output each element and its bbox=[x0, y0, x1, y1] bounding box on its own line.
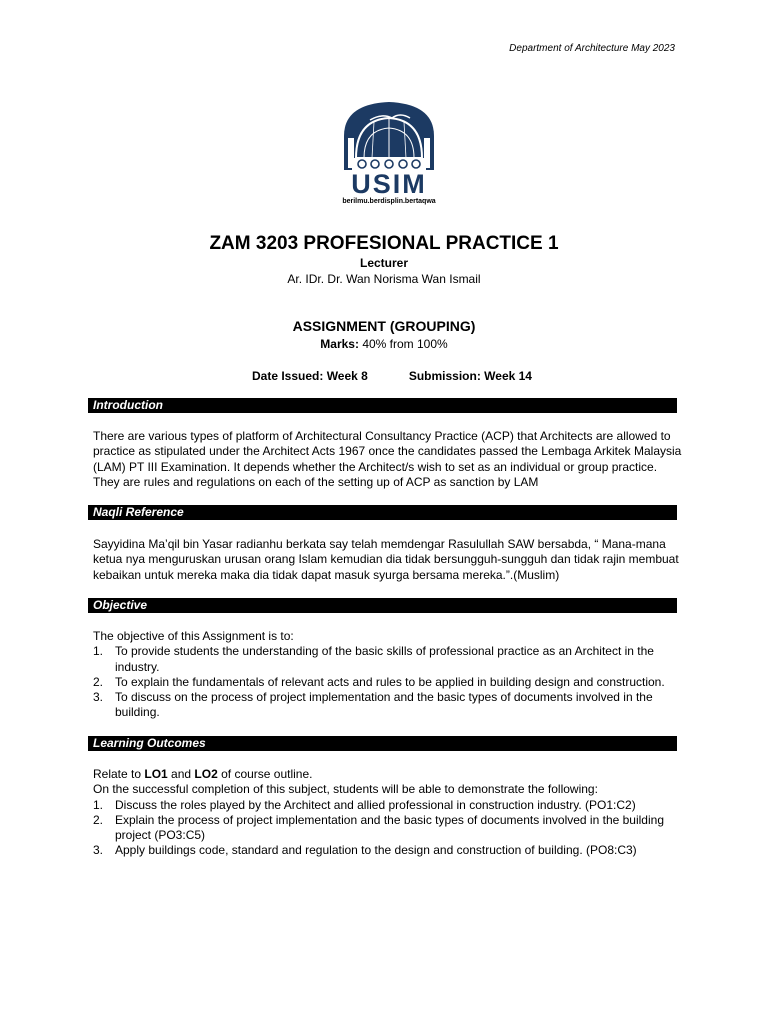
list-item-number: 3. bbox=[93, 843, 104, 858]
learning-outcomes-list bbox=[93, 798, 683, 859]
relate-prefix: Relate to bbox=[93, 767, 145, 781]
learning-outcomes-body bbox=[93, 767, 683, 859]
learning-outcomes-intro: On the successful completion of this subject, students will be able to demonstrate the following: bbox=[93, 782, 598, 797]
list-item-text: Discuss the roles played by the Architect and allied professional in construction industry. (PO1:C2) bbox=[115, 797, 636, 812]
list-item-number: 1. bbox=[93, 644, 104, 659]
list-item bbox=[93, 843, 683, 858]
list-item-text: Apply buildings code, standard and regulation to the design and construction of building. (PO8:C3) bbox=[115, 843, 637, 858]
department-note: Department of Architecture May 2023 bbox=[509, 43, 675, 54]
naqli-paragraph: Sayyidina Ma’qil bin Yasar radianhu berkata say telah memdengar Rasulullah SAW bersabda, “ Mana-mana ketua nya menguruskan urusan orang Islam kemudian dia tidak bersungguh-sungguh dan tidak rajin membuat kebaikan untuk mereka maka dia tidak dapat masuk syurga bersama mereka.”.(Muslim) bbox=[93, 537, 679, 582]
marks-label: Marks: bbox=[320, 337, 359, 351]
list-item-number: 2. bbox=[93, 674, 104, 689]
date-issued: Date Issued: Week 8 bbox=[252, 369, 368, 383]
objective-body bbox=[93, 629, 683, 721]
list-item-number: 1. bbox=[93, 797, 104, 812]
introduction-text bbox=[93, 429, 683, 490]
list-item-text: To discuss on the process of project implementation and the basic types of documents involved in the building. bbox=[115, 690, 653, 720]
list-item bbox=[93, 675, 683, 690]
objective-list bbox=[93, 644, 683, 720]
assignment-dates bbox=[252, 369, 532, 383]
introduction-heading: Introduction bbox=[88, 398, 677, 413]
assignment-marks bbox=[0, 337, 768, 351]
assignment-title: ASSIGNMENT (GROUPING) bbox=[292, 318, 476, 334]
logo-tagline: berilmu.berdisplin.bertaqwa bbox=[342, 198, 436, 205]
lo1-label: LO1 bbox=[144, 767, 168, 781]
list-item-text: Explain the process of project implementation and the basic types of documents involved in the building project (PO3:C5) bbox=[115, 812, 664, 843]
naqli-text bbox=[93, 537, 683, 583]
list-item bbox=[93, 813, 683, 844]
usim-logo bbox=[334, 98, 444, 206]
course-title: ZAM 3203 PROFESIONAL PRACTICE 1 bbox=[209, 233, 559, 254]
list-item-number: 2. bbox=[93, 812, 104, 827]
lo2-label: LO2 bbox=[194, 767, 218, 781]
introduction-paragraph: There are various types of platform of Architectural Consultancy Practice (ACP) that Architects are allowed to practice as stipulated under the Architect Acts 1967 once the candidates passed the Lembaga Arkitek Malaysia (LAM) PT III Examination. It depends whether the Architect/s wish to set as an individual or group practice. They are rules and regulations on each of the setting up of ACP as sanction by LAM bbox=[93, 429, 682, 489]
list-item bbox=[93, 644, 683, 675]
lecturer-name: Ar. IDr. Dr. Wan Norisma Wan Ismail bbox=[287, 272, 481, 286]
relate-suffix: of course outline. bbox=[217, 767, 313, 781]
list-item bbox=[93, 798, 683, 813]
list-item-text: To explain the fundamentals of relevant acts and rules to be applied in building design and construction. bbox=[115, 674, 665, 689]
logo-wordmark: USIM bbox=[351, 169, 427, 199]
marks-value: 40% from 100% bbox=[358, 337, 448, 351]
naqli-heading: Naqli Reference bbox=[88, 505, 677, 520]
lecturer-label: Lecturer bbox=[359, 256, 409, 270]
learning-outcomes-heading: Learning Outcomes bbox=[88, 736, 677, 751]
relate-and: and bbox=[167, 767, 195, 781]
submission-date: Submission: Week 14 bbox=[408, 369, 532, 383]
objective-heading: Objective bbox=[88, 598, 677, 613]
objective-intro: The objective of this Assignment is to: bbox=[93, 629, 294, 643]
list-item-number: 3. bbox=[93, 690, 104, 705]
learning-outcomes-relate bbox=[93, 767, 683, 782]
list-item bbox=[93, 690, 683, 721]
list-item-text: To provide students the understanding of the basic skills of professional practice as an Architect in the industry. bbox=[115, 644, 654, 674]
